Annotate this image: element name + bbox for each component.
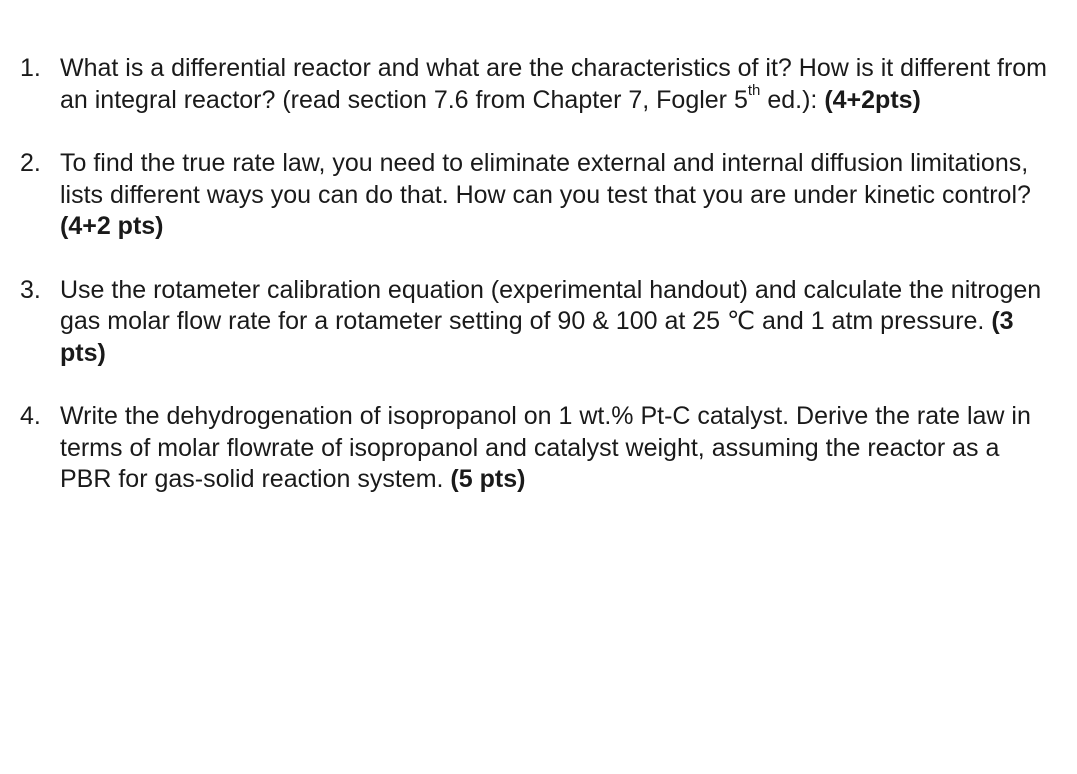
question-number: 2. — [20, 149, 41, 177]
question-text — [60, 401, 1050, 496]
question-3 — [20, 275, 1050, 370]
question-text-tail: ed.): — [760, 85, 818, 114]
question-number: 3. — [20, 275, 41, 304]
question-text-main: Write the dehydrogenation of isopropanol on 1 wt.% Pt-C catalyst. Derive the rate law in terms of molar flowrate of isopropanol and catalyst weight, assuming the reactor as a PBR for gas-solid reaction system. — [60, 402, 1031, 493]
points-label: (4+2pts) — [824, 85, 921, 114]
question-1 — [20, 53, 1050, 116]
question-2 — [20, 148, 1050, 243]
question-number: 4. — [20, 402, 41, 430]
question-text-main: To find the true rate law, you need to eliminate external and internal diffusion limitations, lists different ways you can do that. How can you test that you are under kinetic control? — [60, 149, 1031, 209]
question-text — [60, 275, 1050, 370]
question-number: 1. — [20, 54, 41, 82]
points-label: (4+2 pts) — [60, 212, 164, 240]
question-text-main: Use the rotameter calibration equation (experimental handout) and calculate the nitrogen gas molar flow rate for a rotameter setting of 90 & 100 at 25 ℃ and 1 atm pressure. — [60, 275, 1042, 335]
points-label: (3 pts) — [60, 307, 1014, 367]
ordinal-superscript: th — [747, 82, 761, 100]
question-text — [60, 53, 1050, 116]
points-label: (5 pts) — [450, 465, 526, 493]
question-text-main: What is a differential reactor and what are the characteristics of it? How is it different from an integral reactor? (read section 7.6 from Chapter 7, Fogler 5 — [60, 54, 1048, 114]
question-text — [60, 148, 1050, 243]
question-list — [20, 53, 1050, 528]
question-4 — [20, 401, 1050, 496]
